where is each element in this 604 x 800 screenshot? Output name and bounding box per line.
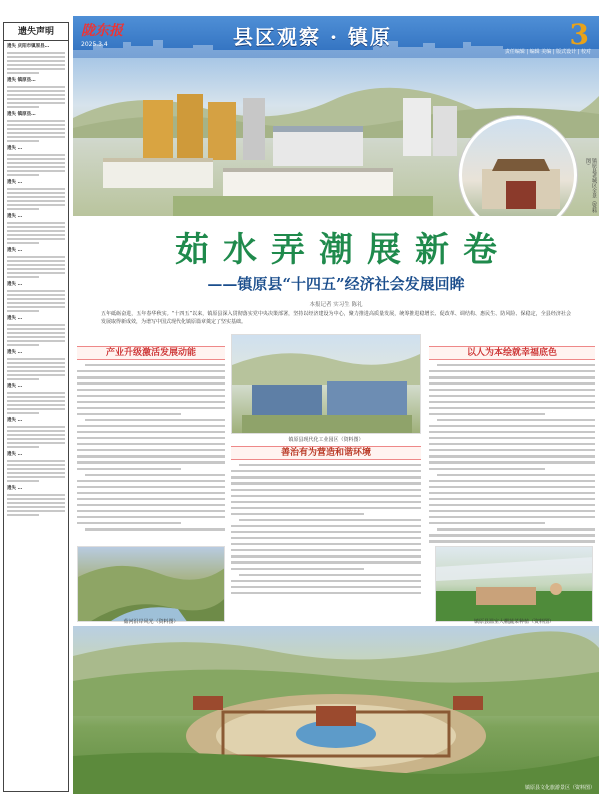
text-line — [7, 260, 65, 262]
text-line — [7, 468, 65, 470]
page-number: 3 — [569, 18, 589, 51]
text-line — [7, 162, 65, 164]
newspaper-page — [73, 16, 599, 794]
text-line — [7, 226, 65, 228]
article-text — [231, 464, 421, 594]
tower-building — [208, 102, 236, 160]
panorama-scene — [73, 626, 599, 794]
article-text — [429, 364, 595, 542]
text-line — [77, 370, 225, 372]
notice-item — [7, 112, 65, 142]
text-line — [7, 98, 65, 100]
text-line — [77, 437, 225, 439]
text-line — [429, 449, 595, 451]
text-line — [7, 208, 39, 210]
text-line — [7, 86, 65, 88]
text-line — [7, 174, 39, 176]
text-line — [7, 256, 65, 258]
text-line — [7, 358, 65, 360]
text-line — [7, 94, 65, 96]
text-line — [7, 268, 65, 270]
text-line — [7, 192, 65, 194]
text-line — [7, 298, 65, 300]
text-line — [231, 501, 421, 503]
text-line — [231, 568, 364, 570]
text-line — [7, 392, 65, 394]
text-line — [231, 531, 421, 533]
text-line — [7, 502, 65, 504]
text-line — [429, 389, 595, 391]
text-line — [429, 437, 595, 439]
notice-item-text: 遗失 … — [7, 316, 23, 321]
text-line — [7, 332, 65, 334]
industrial-scene — [232, 335, 421, 434]
text-line — [429, 382, 595, 384]
river-scene — [78, 547, 225, 622]
sub-headline: ——镇原县“十四五”经济社会发展回眸 — [207, 275, 465, 293]
text-line — [85, 528, 225, 530]
text-line — [7, 464, 65, 466]
text-line — [429, 370, 595, 372]
text-line — [7, 438, 65, 440]
text-line — [7, 480, 39, 482]
text-line — [429, 516, 595, 518]
text-line — [7, 400, 65, 402]
text-line — [7, 200, 65, 202]
greenhouse-photo — [435, 546, 593, 622]
text-line — [7, 52, 65, 54]
text-line — [231, 555, 421, 557]
text-line — [7, 234, 65, 236]
edition-date: 2025.3.4 — [81, 41, 108, 48]
text-line — [231, 507, 421, 509]
text-line — [7, 340, 65, 342]
text-line — [7, 366, 65, 368]
text-line — [77, 443, 225, 445]
text-line — [429, 534, 595, 536]
hero-caption: 镇原县老城区全景（资料图） — [585, 158, 597, 213]
text-line — [7, 132, 65, 134]
text-line — [437, 528, 595, 530]
text-line — [7, 362, 65, 364]
text-line — [7, 494, 65, 496]
text-line — [429, 522, 545, 524]
text-line — [231, 561, 421, 563]
text-line — [239, 519, 421, 521]
text-line — [7, 196, 65, 198]
text-line — [7, 460, 65, 462]
article-text — [77, 364, 225, 530]
text-line — [7, 344, 39, 346]
text-line — [77, 522, 181, 524]
text-line — [77, 431, 225, 433]
text-line — [7, 412, 39, 414]
text-line — [231, 495, 421, 497]
text-line — [7, 302, 65, 304]
text-line — [437, 364, 595, 366]
text-line — [231, 537, 421, 539]
notice-item — [7, 248, 65, 278]
notice-item — [7, 316, 65, 346]
text-line — [7, 238, 65, 240]
text-line — [77, 389, 225, 391]
industrial-photo-caption: 镇原县现代化工业园区（资料图） — [288, 437, 364, 443]
text-line — [429, 480, 595, 482]
notice-item-text: 遗失 … — [7, 384, 23, 389]
cultural-park-panorama — [73, 626, 599, 794]
text-line — [7, 120, 65, 122]
river-photo — [77, 546, 225, 622]
text-line — [7, 204, 65, 206]
tower-building — [177, 94, 203, 160]
text-line — [231, 543, 421, 545]
text-line — [429, 492, 595, 494]
panorama-caption: 镇原县文化旅游景区（资料图） — [524, 785, 595, 791]
text-line — [429, 540, 595, 542]
text-line — [429, 401, 595, 403]
tower-building — [403, 98, 431, 156]
notice-item — [7, 452, 65, 482]
text-line — [7, 506, 65, 508]
text-line — [7, 276, 39, 278]
article-column-middle — [231, 446, 421, 598]
text-line — [7, 510, 65, 512]
plaza — [173, 196, 433, 216]
staff-credits: 责任编辑 | 编辑 美编 | 版式设计 | 校对 — [504, 49, 591, 55]
text-line — [429, 425, 595, 427]
text-line — [85, 474, 225, 476]
text-line — [429, 504, 595, 506]
text-line — [77, 461, 225, 463]
text-line — [7, 404, 65, 406]
text-line — [7, 136, 65, 138]
text-line — [77, 413, 181, 415]
text-line — [429, 510, 595, 512]
text-line — [231, 525, 421, 527]
text-line — [231, 592, 421, 594]
text-line — [7, 90, 65, 92]
text-line — [7, 430, 65, 432]
text-line — [7, 68, 65, 70]
text-line — [7, 306, 65, 308]
text-line — [7, 56, 65, 58]
notice-item — [7, 418, 65, 448]
text-line — [7, 170, 65, 172]
text-line — [77, 504, 225, 506]
section-heading-wellbeing: 以人为本绘就幸福底色 — [429, 346, 595, 360]
text-line — [7, 106, 39, 108]
text-line — [437, 474, 595, 476]
text-line — [77, 401, 225, 403]
text-line — [85, 364, 225, 366]
notice-item-text: 遗失 庆阳市镇原县… — [7, 44, 50, 49]
text-line — [7, 242, 39, 244]
text-line — [429, 486, 595, 488]
notice-item — [7, 486, 65, 516]
headline-block — [73, 216, 599, 308]
byline: 本报记者 实习生 陈礼 — [309, 302, 363, 308]
notice-item-text: 遗失 … — [7, 248, 23, 253]
text-line — [7, 264, 65, 266]
text-line — [77, 510, 225, 512]
notice-item — [7, 78, 65, 108]
section-title: 县区观察 · 镇原 — [233, 25, 392, 49]
main-headline: 茹水弄潮展新卷 — [175, 230, 511, 270]
article-column-left — [77, 346, 225, 534]
text-line — [77, 425, 225, 427]
text-line — [7, 102, 65, 104]
text-line — [7, 378, 39, 380]
notice-item — [7, 282, 65, 312]
text-line — [429, 498, 595, 500]
text-line — [77, 455, 225, 457]
low-building — [223, 168, 393, 196]
notice-item-text: 遗失 镇原县… — [7, 112, 36, 117]
lead-paragraph: 五年砥砺奋进，五年春华秋实。“十四五”以来，镇原县深入贯彻落实党中央决策部署，坚持以经济建设为中心，聚力推进高质量发展，统筹推进稳增长、促改革、调结构、惠民生、防风险、保稳定，全县经济社会发展取得新成效，为谱写中国式现代化镇原篇章奠定了坚实基础。 — [101, 311, 571, 325]
text-line — [7, 294, 65, 296]
tower-building — [143, 100, 173, 160]
text-line — [429, 431, 595, 433]
notice-item — [7, 180, 65, 210]
notice-item — [7, 214, 65, 244]
notice-item-text: 遗失 … — [7, 350, 23, 355]
text-line — [231, 482, 421, 484]
notice-item — [7, 384, 65, 414]
notice-title: 遗失声明 — [4, 23, 68, 41]
text-line — [7, 476, 65, 478]
text-line — [7, 60, 65, 62]
notice-body — [4, 41, 68, 789]
text-line — [7, 324, 65, 326]
notice-item-text: 遗失 … — [7, 180, 23, 185]
text-line — [429, 461, 595, 463]
section-heading-industry: 产业升级激活发展动能 — [77, 346, 225, 360]
hero-photo — [73, 58, 599, 216]
text-line — [7, 396, 65, 398]
text-line — [7, 370, 65, 372]
greenhouse-scene — [436, 547, 593, 622]
text-line — [7, 128, 65, 130]
text-line — [7, 222, 65, 224]
notice-item — [7, 146, 65, 176]
section-heading-governance: 善治有为营造和谐环境 — [231, 446, 421, 460]
notice-item — [7, 350, 65, 380]
text-line — [429, 443, 595, 445]
article-column-right — [429, 346, 595, 547]
text-line — [7, 64, 65, 66]
header-banner — [73, 16, 599, 58]
tower-building — [433, 106, 457, 156]
text-line — [77, 382, 225, 384]
low-building — [103, 158, 213, 188]
text-line — [7, 158, 65, 160]
notice-item-text: 遗失 … — [7, 418, 23, 423]
text-line — [231, 489, 421, 491]
notice-item-text: 遗失 镇原县… — [7, 78, 36, 83]
text-line — [7, 188, 65, 190]
notice-item-text: 遗失 … — [7, 452, 23, 457]
text-line — [429, 376, 595, 378]
text-line — [7, 290, 65, 292]
text-line — [7, 124, 65, 126]
notice-item-text: 遗失 … — [7, 282, 23, 287]
text-line — [77, 376, 225, 378]
text-line — [239, 574, 421, 576]
text-line — [7, 434, 65, 436]
text-line — [429, 407, 595, 409]
greenhouse-photo-caption: 镇原县温室大棚蔬菜种植（资料图） — [473, 619, 554, 625]
text-line — [7, 230, 65, 232]
text-line — [7, 442, 65, 444]
tower-building — [243, 98, 265, 160]
text-line — [231, 470, 421, 472]
text-line — [7, 272, 65, 274]
text-line — [429, 413, 545, 415]
notice-column — [3, 22, 69, 792]
hall-building — [273, 126, 363, 166]
text-line — [77, 407, 225, 409]
text-line — [429, 455, 595, 457]
text-line — [231, 549, 421, 551]
text-line — [7, 166, 65, 168]
text-line — [429, 395, 595, 397]
notice-item — [7, 44, 65, 74]
text-line — [7, 72, 39, 74]
text-line — [231, 580, 421, 582]
text-line — [77, 449, 225, 451]
text-line — [231, 586, 421, 588]
text-line — [429, 468, 545, 470]
industrial-park-photo — [231, 334, 421, 434]
text-line — [7, 498, 65, 500]
text-line — [7, 426, 65, 428]
text-line — [7, 328, 65, 330]
text-line — [77, 516, 225, 518]
text-line — [77, 480, 225, 482]
text-line — [7, 446, 39, 448]
text-line — [77, 468, 181, 470]
text-line — [239, 464, 421, 466]
text-line — [7, 154, 65, 156]
text-line — [77, 486, 225, 488]
text-line — [85, 419, 225, 421]
text-line — [231, 476, 421, 478]
text-line — [7, 472, 65, 474]
text-line — [231, 513, 364, 515]
text-line — [7, 310, 39, 312]
text-line — [77, 395, 225, 397]
text-line — [77, 492, 225, 494]
text-line — [7, 514, 39, 516]
river-photo-caption: 茹河沿岸风光（资料图） — [123, 619, 179, 625]
text-line — [7, 140, 39, 142]
notice-item-text: 遗失 … — [7, 214, 23, 219]
text-line — [7, 336, 65, 338]
text-line — [77, 498, 225, 500]
text-line — [7, 408, 65, 410]
notice-item-text: 遗失 … — [7, 146, 23, 151]
text-line — [7, 374, 65, 376]
text-line — [437, 419, 595, 421]
notice-item-text: 遗失 … — [7, 486, 23, 491]
masthead-logo: 陇东报 — [81, 23, 123, 39]
